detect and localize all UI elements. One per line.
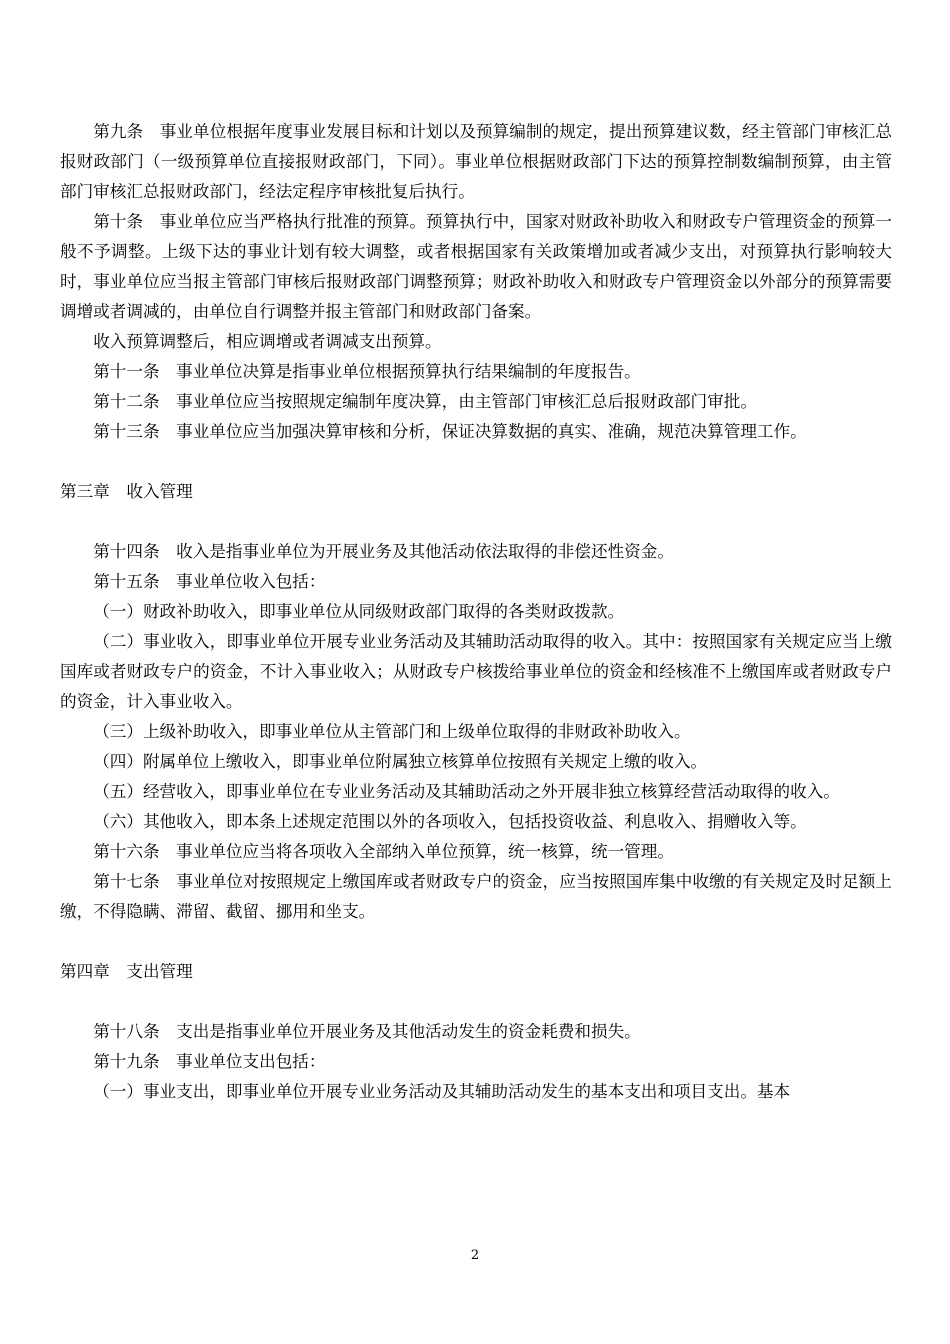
list-item-expense-1: （一）事业支出，即事业单位开展专业业务活动及其辅助活动发生的基本支出和项目支出。基本: [93, 1082, 791, 1101]
paragraph-article-16: 第十六条 事业单位应当将各项收入全部纳入单位预算，统一核算，统一管理。: [93, 842, 674, 861]
paragraph-article-18: 第十八条 支出是指事业单位开展业务及其他活动发生的资金耗费和损失。: [93, 1022, 641, 1041]
document-body: [60, 117, 892, 1107]
page-number: 2: [470, 1248, 480, 1263]
paragraph-budget-adjustment: 收入预算调整后，相应调增或者调减支出预算。: [93, 332, 442, 351]
paragraph-article-12: 第十二条 事业单位应当按照规定编制年度决算，由主管部门审核汇总后报财政部门审批。: [93, 392, 757, 411]
list-item-income-1: （一）财政补助收入，即事业单位从同级财政部门取得的各类财政拨款。: [93, 602, 625, 621]
list-item-income-6: （六）其他收入，即本条上述规定范围以外的各项收入，包括投资收益、利息收入、捐赠收入等。: [93, 812, 807, 831]
paragraph-article-15: 第十五条 事业单位收入包括：: [93, 572, 326, 591]
paragraph-article-17: 第十七条 事业单位对按照规定上缴国库或者财政专户的资金，应当按照国库集中收缴的有关规定及时足额上缴，不得隐瞒、滞留、截留、挪用和坐支。: [60, 872, 892, 921]
paragraph-article-9: 第九条 事业单位根据年度事业发展目标和计划以及预算编制的规定，提出预算建议数，经主管部门审核汇总报财政部门（一级预算单位直接报财政部门，下同）。事业单位根据财政部门下达的预算控制数编制预算，由主管部门审核汇总报财政部门，经法定程序审核批复后执行。: [60, 122, 892, 201]
chapter-heading-3: 第三章 收入管理: [60, 482, 193, 501]
list-item-income-5: （五）经营收入，即事业单位在专业业务活动及其辅助活动之外开展非独立核算经营活动取得的收入。: [93, 782, 840, 801]
list-item-income-3: （三）上级补助收入，即事业单位从主管部门和上级单位取得的非财政补助收入。: [93, 722, 691, 741]
list-item-income-2: （二）事业收入，即事业单位开展专业业务活动及其辅助活动取得的收入。其中：按照国家有关规定应当上缴国库或者财政专户的资金，不计入事业收入；从财政专户核拨给事业单位的资金和经核准不上缴国库或者财政专户的资金，计入事业收入。: [60, 632, 892, 711]
paragraph-article-14: 第十四条 收入是指事业单位为开展业务及其他活动依法取得的非偿还性资金。: [93, 542, 674, 561]
list-item-income-4: （四）附属单位上缴收入，即事业单位附属独立核算单位按照有关规定上缴的收入。: [93, 752, 708, 771]
paragraph-article-13: 第十三条 事业单位应当加强决算审核和分析，保证决算数据的真实、准确，规范决算管理工作。: [93, 422, 807, 441]
paragraph-article-11: 第十一条 事业单位决算是指事业单位根据预算执行结果编制的年度报告。: [93, 362, 641, 381]
paragraph-article-10: 第十条 事业单位应当严格执行批准的预算。预算执行中，国家对财政补助收入和财政专户管理资金的预算一般不予调整。上级下达的事业计划有较大调整，或者根据国家有关政策增加或者减少支出，对预算执行影响较大时，事业单位应当报主管部门审核后报财政部门调整预算；财政补助收入和财政专户管理资金以外部分的预算需要调增或者调减的，由单位自行调整并报主管部门和财政部门备案。: [60, 212, 892, 321]
chapter-heading-4: 第四章 支出管理: [60, 962, 193, 981]
paragraph-article-19: 第十九条 事业单位支出包括：: [93, 1052, 326, 1071]
